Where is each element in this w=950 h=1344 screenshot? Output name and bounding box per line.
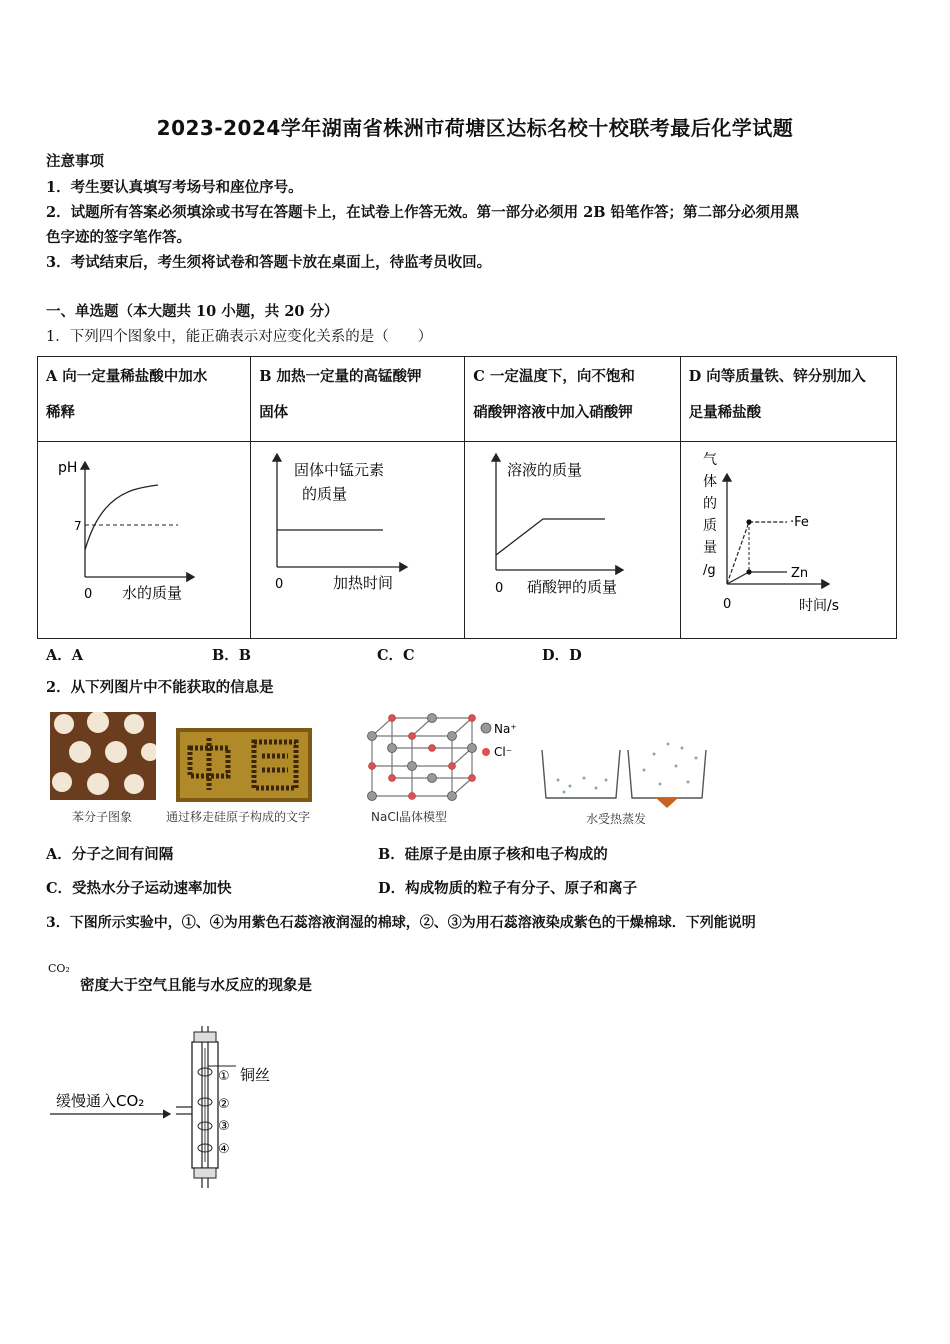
graph-c-xlabel: 硝酸钾的质量 <box>527 578 618 597</box>
q2-stem: 2．从下列图片中不能获取的信息是 <box>46 679 274 696</box>
graph-d <box>681 442 897 637</box>
q3-apparatus <box>46 1022 296 1192</box>
q3-stem: 3．下图所示实验中，①、④为用紫色石蕊溶液润湿的棉球，②、③为用石蕊溶液染成紫色的干燥棉球．下列能说明 <box>46 915 756 931</box>
caption-nacl: NaCl晶体模型 <box>371 810 448 824</box>
graph-c-origin: 0 <box>495 581 504 597</box>
graph-c-ylabel: 溶液的质量 <box>507 461 583 480</box>
graph-a-curve <box>85 485 158 550</box>
ball-label-2: ② <box>218 1097 230 1112</box>
graph-d-ylabel-1: 气 <box>702 452 717 469</box>
graph-d-ylabel-6: /g <box>702 563 716 579</box>
graph-b-ylabel-1: 固体中锰元素 <box>294 461 385 480</box>
graph-d-zn-line <box>727 572 787 584</box>
cl-legend-dot <box>482 748 490 756</box>
graph-d-zn-point <box>746 570 751 575</box>
q1-header-d-line1: D 向等质量铁、锌分别加入 <box>688 368 866 385</box>
q1-stem: 1．下列四个图象中，能正确表示对应变化关系的是（ ） <box>46 329 433 345</box>
section-heading: 一、单选题（本大题共 10 小题，共 20 分） <box>46 303 339 320</box>
notice-item-2: 2．试题所有答案必须填涂或书写在答题卡上，在试卷上作答无效。第一部分必须用 2B 铅笔作答；第二部分必须用黑 <box>46 204 800 221</box>
q1-option-c[interactable]: C．C <box>377 647 415 664</box>
graph-a <box>38 442 252 637</box>
q2-option-b[interactable]: B．硅原子是由原子核和电子构成的 <box>378 846 608 863</box>
graph-b-xlabel: 加热时间 <box>333 574 394 593</box>
caption-silicon: 通过移走硅原子构成的文字 <box>166 810 311 824</box>
na-legend-dot <box>481 723 491 733</box>
graph-d-fe-line <box>727 522 787 584</box>
graph-d-cell <box>680 442 896 639</box>
q1-header-b-line1: B 加热一定量的高锰酸钾 <box>259 368 422 385</box>
benzene-image <box>50 712 156 800</box>
q1-header-c <box>465 357 680 442</box>
q2-option-d[interactable]: D．构成物质的粒子有分子、原子和离子 <box>378 880 638 897</box>
q1-header-b-line2: 固体 <box>259 404 289 421</box>
graph-c-line <box>496 519 605 555</box>
q1-header-b <box>251 357 465 442</box>
q1-header-a-line2: 稀释 <box>46 404 75 421</box>
notice-item-2-cont: 色字迹的签字笔作答。 <box>46 229 191 246</box>
q1-header-c-line1: C 一定温度下，向不饱和 <box>473 368 635 385</box>
graph-d-zn-label: Zn <box>790 566 808 582</box>
water-evaporation-image <box>536 740 712 810</box>
q1-header-d <box>680 357 896 442</box>
caption-benzene: 苯分子图象 <box>72 810 133 824</box>
q1-header-d-line2: 足量稀盐酸 <box>688 404 762 421</box>
q2-option-a[interactable]: A．分子之间有间隔 <box>46 846 174 863</box>
cl-legend: Cl⁻ <box>494 745 513 759</box>
ball-label-3: ③ <box>218 1119 230 1134</box>
inlet-label: 缓慢通入CO₂ <box>56 1092 145 1110</box>
graph-a-xlabel: 水的质量 <box>122 584 183 603</box>
graph-d-ylabel-2: 体 <box>702 474 717 491</box>
graph-d-origin: 0 <box>722 597 731 613</box>
ball-label-1: ① <box>218 1069 230 1084</box>
bottom-stopper <box>194 1168 216 1178</box>
notice-item-3: 3．考试结束后，考生须将试卷和答题卡放在桌面上，待监考员收回。 <box>46 254 492 271</box>
q2-option-c[interactable]: C．受热水分子运动速率加快 <box>46 880 232 897</box>
graph-d-fe-label: ·Fe <box>789 515 809 531</box>
graph-a-cell <box>38 442 251 639</box>
page-title: 2023-2024学年湖南省株洲市荷塘区达标名校十校联考最后化学试题 <box>156 116 794 140</box>
notice-heading: 注意事项 <box>46 153 104 170</box>
graph-c-cell <box>465 442 680 639</box>
graph-b-origin: 0 <box>275 577 284 593</box>
graph-a-ylabel: pH <box>58 460 78 477</box>
silicon-text-image <box>176 728 312 802</box>
graph-b-ylabel-2: 的质量 <box>302 485 348 504</box>
graph-b <box>251 442 466 637</box>
q1-header-a-line1: A 向一定量稀盐酸中加水 <box>46 368 208 385</box>
caption-water: 水受热蒸发 <box>586 812 647 826</box>
graph-a-mark: 7 <box>74 519 82 534</box>
top-stopper <box>194 1032 216 1042</box>
graph-d-ylabel-3: 的 <box>702 496 717 513</box>
q3-stem-2: 密度大于空气且能与水反应的现象是 <box>80 977 312 994</box>
na-legend: Na⁺ <box>494 722 517 736</box>
graph-c <box>465 442 680 637</box>
wire-label: 铜丝 <box>240 1066 271 1084</box>
q1-header-c-line2: 硝酸钾溶液中加入硝酸钾 <box>473 404 633 421</box>
notice-item-1: 1．考生要认真填写考场号和座位序号。 <box>46 179 303 196</box>
ball-label-4: ④ <box>218 1142 230 1157</box>
graph-d-ylabel-4: 质 <box>702 518 717 535</box>
graph-d-xlabel: 时间/s <box>798 598 839 615</box>
q3-co2-label: CO₂ <box>48 962 70 975</box>
graph-d-fe-point <box>746 520 751 525</box>
graph-d-ylabel-5: 量 <box>702 540 717 557</box>
graph-a-origin: 0 <box>84 587 93 603</box>
q1-header-a <box>38 357 251 442</box>
nacl-crystal-image <box>362 706 522 806</box>
q1-option-d[interactable]: D．D <box>542 647 582 664</box>
graph-b-cell <box>251 442 465 639</box>
q1-option-a[interactable]: A．A <box>46 647 84 664</box>
q1-table <box>37 356 897 639</box>
q1-option-b[interactable]: B．B <box>212 647 252 664</box>
